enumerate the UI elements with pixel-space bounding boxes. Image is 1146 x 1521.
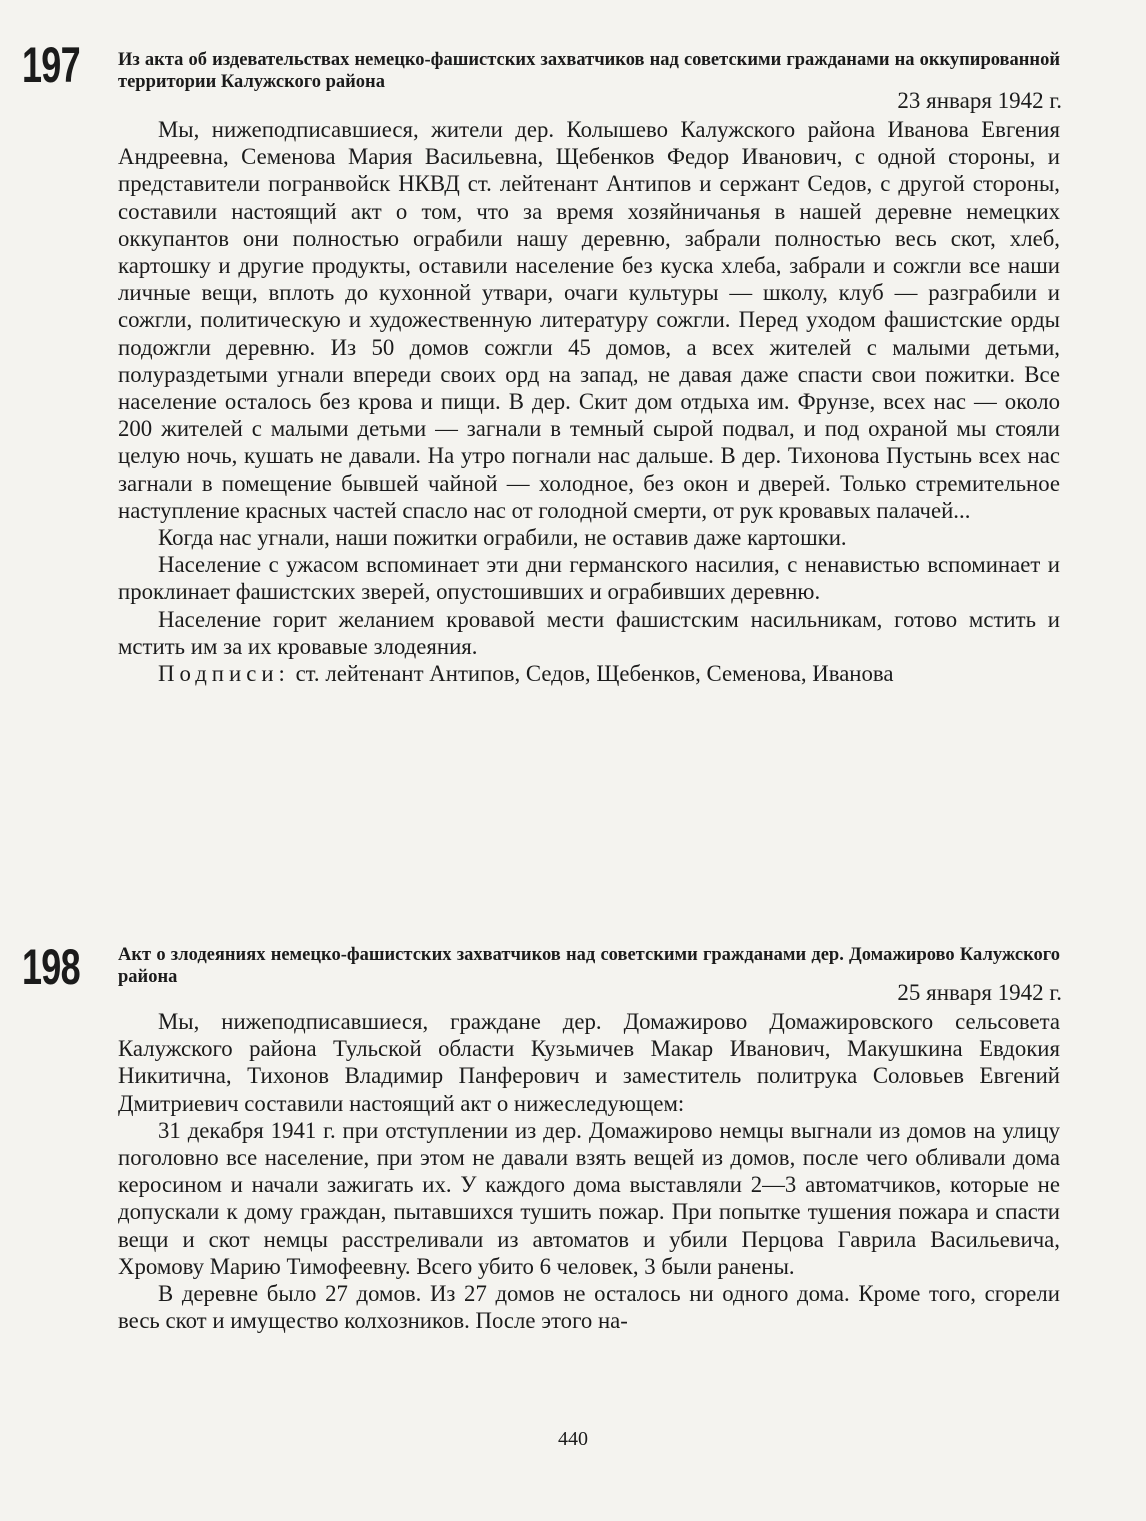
paragraph: Население горит желанием кровавой мести фашистским насильникам, готово мстить и мстить им за их кровавые злодеяния. (118, 606, 1060, 659)
document-date: 23 января 1942 г. (897, 88, 1062, 113)
document-number: 198 (22, 939, 80, 995)
page-number: 440 (558, 1428, 588, 1450)
signatures-label: Подписи: (158, 661, 290, 687)
paragraph: Мы, нижеподписавшиеся, жители дер. Колышево Калужского района Иванова Евгения Андреевна, Семенова Мария Васильевна, Щебенков Федор Иванович, с одной стороны, и представители погранвойск НКВД ст. лейтенант Антипов и сержант Седов, с другой стороны, составили настоящий акт о том, что за время хозяйничанья в нашей деревне немецких оккупантов они полностью ограбили нашу деревню, забрали полностью весь скот, хлеб, картошку и другие продукты, оставили население без куска хлеба, забрали и сожгли все наши личные вещи, вплоть до кухонной утвари, очаги культуры — школу, клуб — разграбили и сожгли, политическую и художественную литературу сожгли. Перед уходом фашистские орды подожгли деревню. Из 50 домов сожгли 45 домов, а всех жителей с малыми детьми, полураздетыми угнали впереди своих орд на запад, не давая даже спасти свои пожитки. Все население осталось без крова и пищи. В дер. Скит дом отдыха им. Фрунзе, всех нас — около 200 жителей с малыми детьми — загнали в темный сырой подвал, и под охраной мы стояли целую ночь, кушать не давали. На утро погнали нас дальше. В дер. Тихонова Пустынь всех нас загнали в помещение бывшей чайной — холодное, без окон и дверей. Только стремительное наступление красных частей спасло нас от голодной смерти, от рук кровавых палачей... (118, 117, 1060, 523)
paragraph: 31 декабря 1941 г. при отступлении из дер. Домажирово немцы выгнали из домов на улицу поголовно все население, при этом не давали взять вещей из домов, после чего обливали дома керосином и начали зажигать их. У каждого дома выставляли 2—3 автоматчиков, которые не допускали к дому граждан, пытавшихся тушить пожар. При попытке тушения пожара и спасти вещи и скот немцы расстреливали из автоматов и убили Перцова Гаврила Васильевича, Хромову Марию Тимофеевну. Всего убито 6 человек, 3 были ранены. (118, 1117, 1060, 1279)
document-heading: Акт о злодеяниях немецко-фашистских захватчиков над советскими гражданами дер. Домажирово Калужского района (118, 945, 1060, 987)
document-body (118, 116, 1060, 687)
paragraph: Население с ужасом вспоминает эти дни германского насилия, с ненавистью вспоминает и проклинает фашистских зверей, опустошивших и ограбивших деревню. (118, 552, 1060, 605)
paragraph: Мы, нижеподписавшиеся, граждане дер. Домажирово Домажировского сельсовета Калужского района Тульской области Кузьмичев Макар Иванович, Макушкина Евдокия Никитична, Тихонов Владимир Панферович и заместитель политрука Соловьев Евгений Дмитриевич составили настоящий акт о нижеследующем: (118, 1009, 1060, 1116)
paragraph: Когда нас угнали, наши пожитки ограбили, не оставив даже картошки. (158, 525, 847, 551)
paragraph: В деревне было 27 домов. Из 27 домов не осталось ни одного дома. Кроме того, сгорели весь скот и имущество колхозников. После этого на- (118, 1281, 1060, 1334)
document-heading: Из акта об издевательствах немецко-фашистских захватчиков над советскими гражданами на оккупированной территории Калужского района (118, 50, 1060, 92)
signatures-text: ст. лейтенант Антипов, Седов, Щебенков, Семенова, Иванова (295, 661, 894, 687)
document-body (118, 1008, 1060, 1334)
signatures (118, 660, 1060, 687)
document-number: 197 (22, 37, 80, 93)
document-date: 25 января 1942 г. (897, 980, 1062, 1005)
